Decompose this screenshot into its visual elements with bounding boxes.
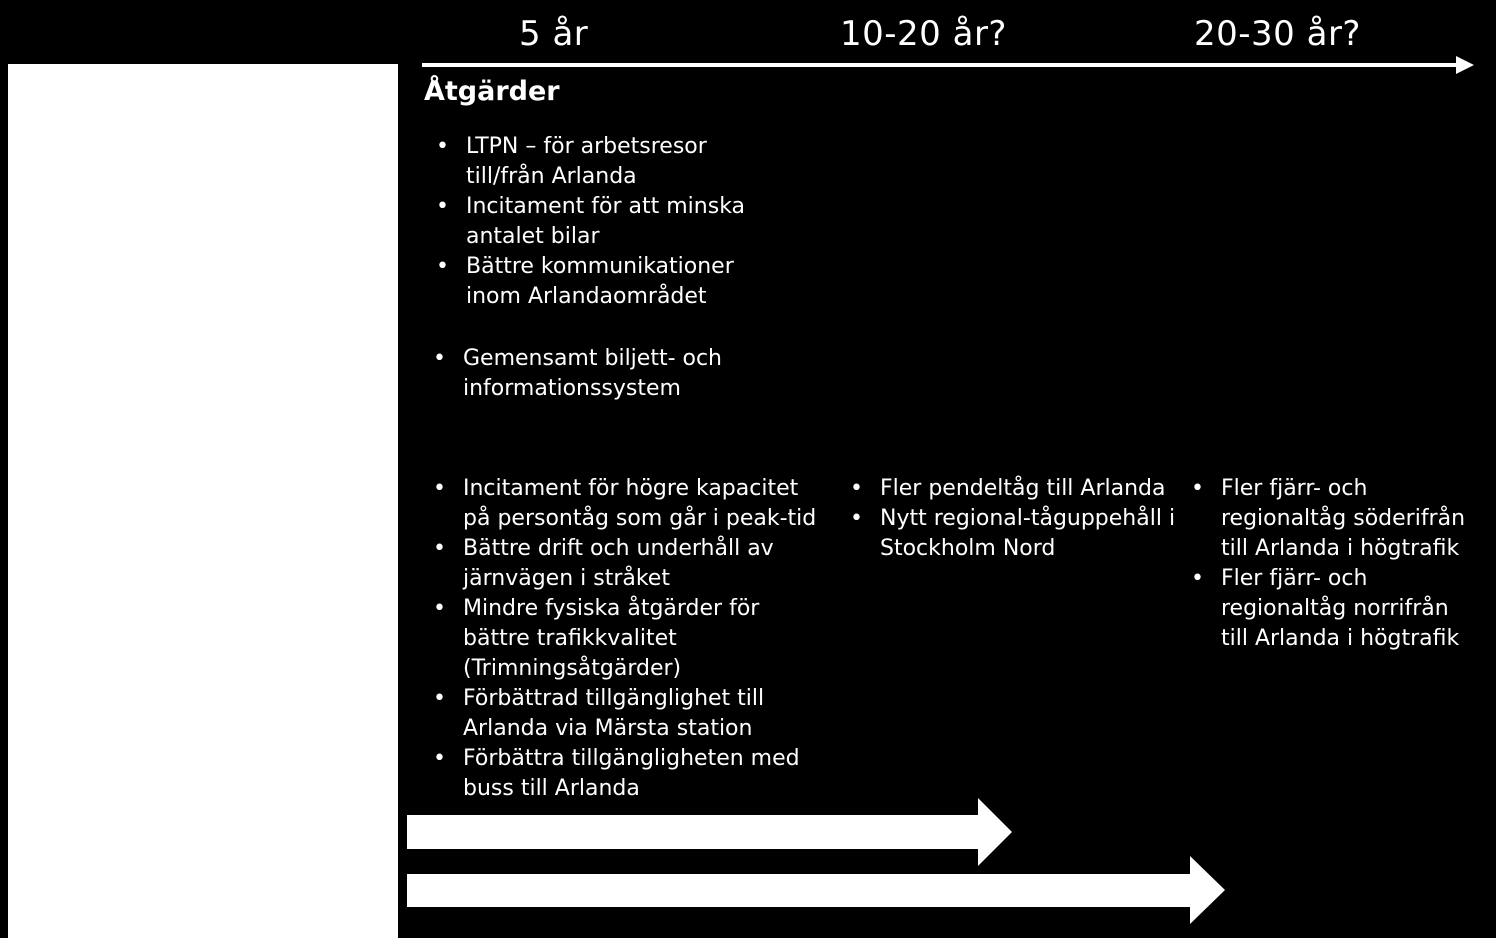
timeline-label-10-20-years: 10-20 år? (840, 14, 1007, 54)
list-item: • LTPN – för arbetsresor till/från Arlanda (436, 132, 745, 192)
list-item: • Bättre drift och underhåll av järnvägen i stråket (433, 534, 816, 594)
duration-arrow-20-30 (407, 856, 1225, 924)
section-heading: Åtgärder (424, 76, 560, 107)
timeline-axis-arrowhead (1456, 56, 1474, 74)
list-item: • Mindre fysiska åtgärder för bättre trafikkvalitet (Trimningsåtgärder) (433, 594, 816, 684)
timeline-label-5-years: 5 år (519, 14, 589, 54)
measures-list-long (1191, 474, 1465, 654)
list-item: • Förbättra tillgängligheten med buss till Arlanda (433, 744, 816, 804)
list-item: • Förbättrad tillgänglighet till Arlanda via Märsta station (433, 684, 816, 744)
list-item: • Fler fjärr- och regionaltåg norrifrån till Arlanda i högtrafik (1191, 564, 1465, 654)
list-item: • Bättre kommunikationer inom Arlandaområdet (436, 252, 745, 312)
measures-list-mid (850, 474, 1175, 564)
list-item: • Incitament för att minska antalet bilar (436, 192, 745, 252)
measures-list-short-c (433, 474, 816, 804)
list-item: • Nytt regional-tåguppehåll i Stockholm Nord (850, 504, 1175, 564)
measures-list-short-b (433, 344, 722, 404)
measures-list-short-a (436, 132, 745, 312)
list-item: • Incitament för högre kapacitet på persontåg som går i peak-tid (433, 474, 816, 534)
list-item: • Fler pendeltåg till Arlanda (850, 474, 1175, 504)
list-item: • Fler fjärr- och regionaltåg söderifrån till Arlanda i högtrafik (1191, 474, 1465, 564)
timeline-label-20-30-years: 20-30 år? (1194, 14, 1361, 54)
duration-arrow-10-20 (407, 798, 1012, 866)
list-item: • Gemensamt biljett- och informationssystem (433, 344, 722, 404)
